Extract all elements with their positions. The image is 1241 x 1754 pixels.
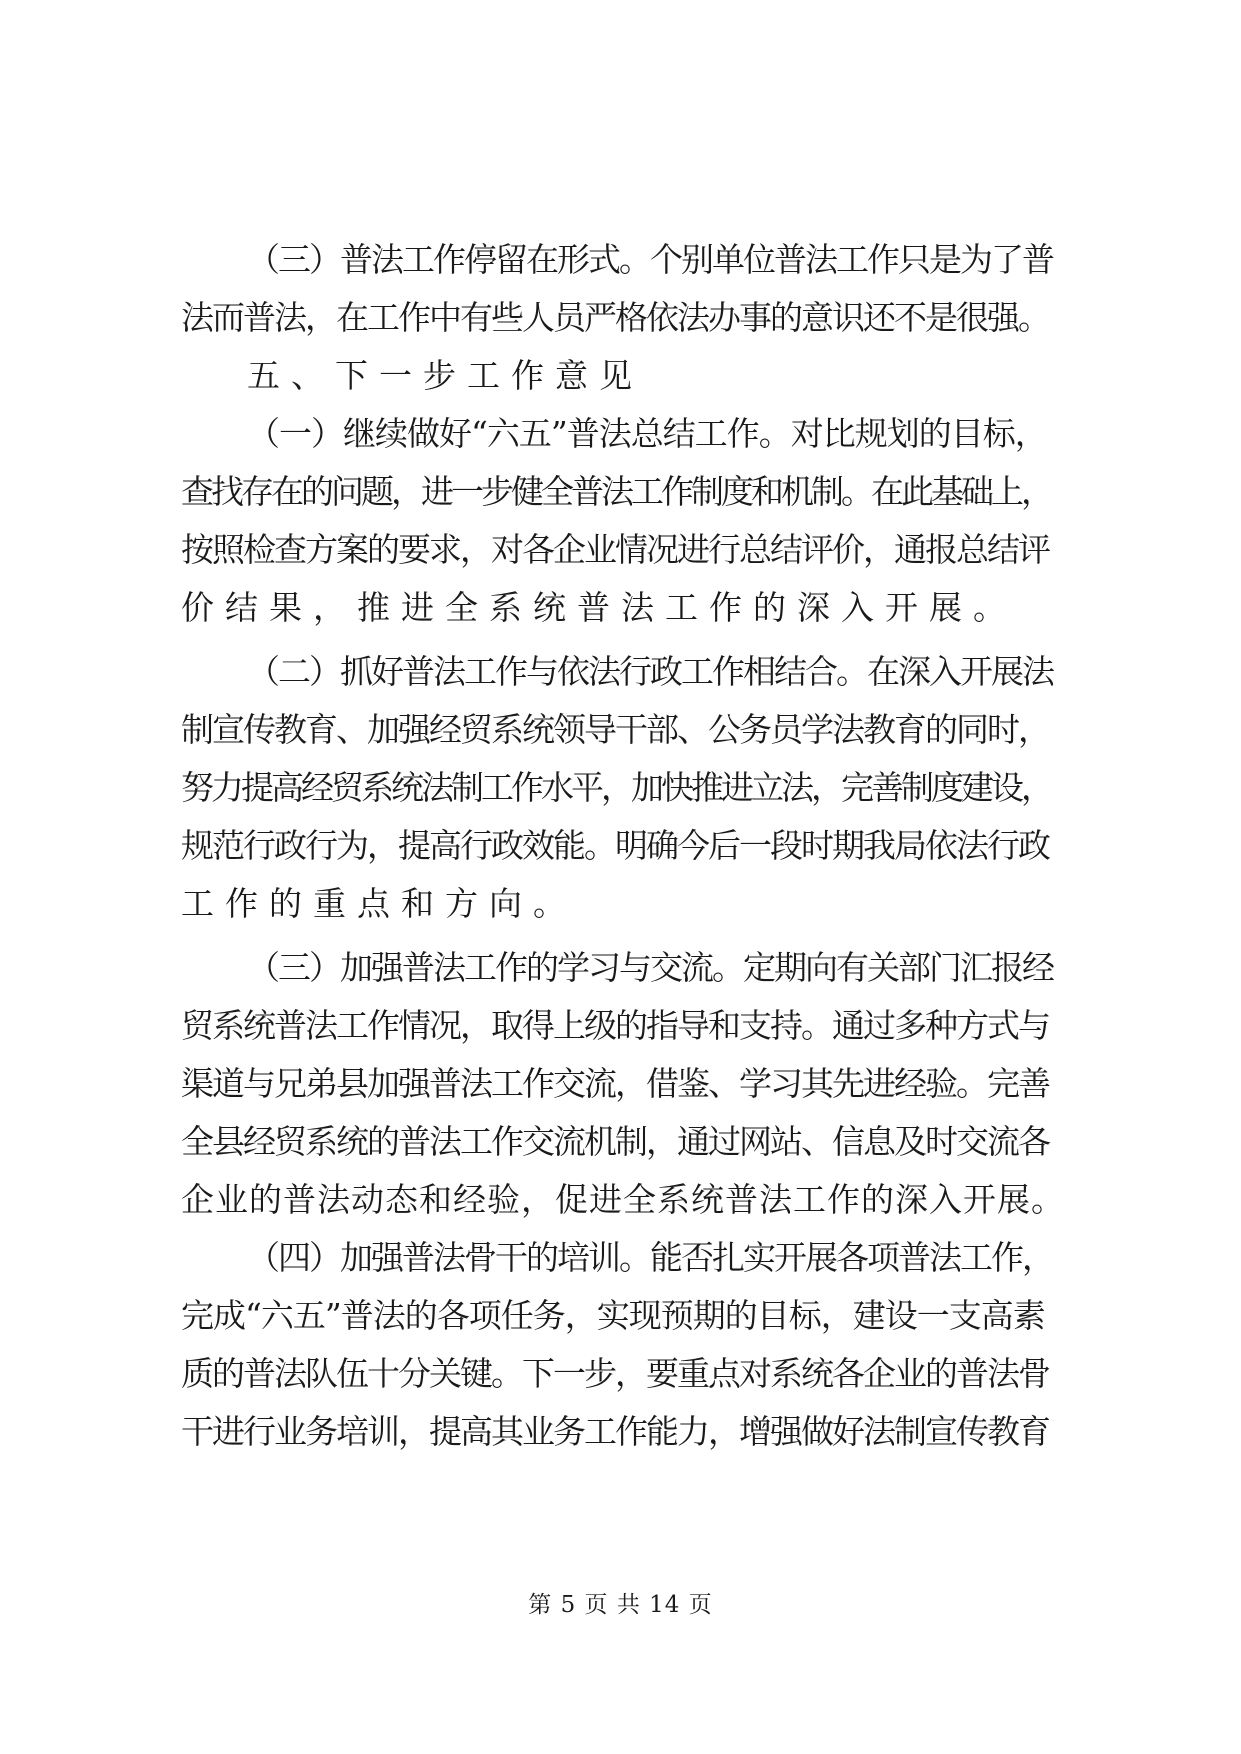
paragraph-line: 全县经贸系统的普法工作交流机制，通过网站、信息及时交流各 [181,1122,1049,1161]
paragraph-line: 查找存在的问题，进一步健全普法工作制度和机制。在此基础上， [181,472,1051,511]
paragraph-line: 法而普法，在工作中有些人员严格依法办事的意识还不是很强。 [181,298,1049,337]
paragraph-line: 贸系统普法工作情况，取得上级的指导和支持。通过多种方式与 [181,1006,1049,1045]
paragraph-line: 规范行政行为，提高行政效能。明确今后一段时期我局依法行政 [181,826,1049,865]
paragraph-line: 干进行业务培训，提高其业务工作能力，增强做好法制宣传教育 [181,1412,1049,1451]
paragraph-line: （四）加强普法骨干的培训。能否扎实开展各项普法工作， [247,1238,1053,1277]
paragraph-line: （二）抓好普法工作与依法行政工作相结合。在深入开展法 [247,652,1053,691]
paragraph-line: （三）加强普法工作的学习与交流。定期向有关部门汇报经 [247,948,1053,987]
paragraph-line: 价结果，推进全系统普法工作的深入开展。 [181,588,1017,627]
paragraph-line: 质的普法队伍十分关键。下一步，要重点对系统各企业的普法骨 [181,1354,1049,1393]
paragraph-line: 制宣传教育、加强经贸系统领导干部、公务员学法教育的同时， [181,710,1049,749]
page-number-footer: 第 5 页 共 14 页 [528,1592,713,1618]
paragraph-line: 企业的普法动态和经验，促进全系统普法工作的深入开展。 [181,1180,1065,1219]
section-heading: 五、下一步工作意见 [247,356,643,395]
paragraph-line: 努力提高经贸系统法制工作水平，加快推进立法，完善制度建设， [181,768,1051,807]
paragraph-line: 按照检查方案的要求，对各企业情况进行总结评价，通报总结评 [181,530,1049,569]
paragraph-line: 渠道与兄弟县加强普法工作交流，借鉴、学习其先进经验。完善 [181,1064,1049,1103]
paragraph-line: （一）继续做好“六五”普法总结工作。对比规划的目标， [247,414,1047,453]
paragraph-line: 完成“六五”普法的各项任务，实现预期的目标，建设一支高素 [181,1296,1045,1335]
paragraph-line: （三）普法工作停留在形式。个别单位普法工作只是为了普 [247,240,1053,279]
document-body [181,231,1071,1461]
paragraph-line: 工作的重点和方向。 [181,884,577,923]
